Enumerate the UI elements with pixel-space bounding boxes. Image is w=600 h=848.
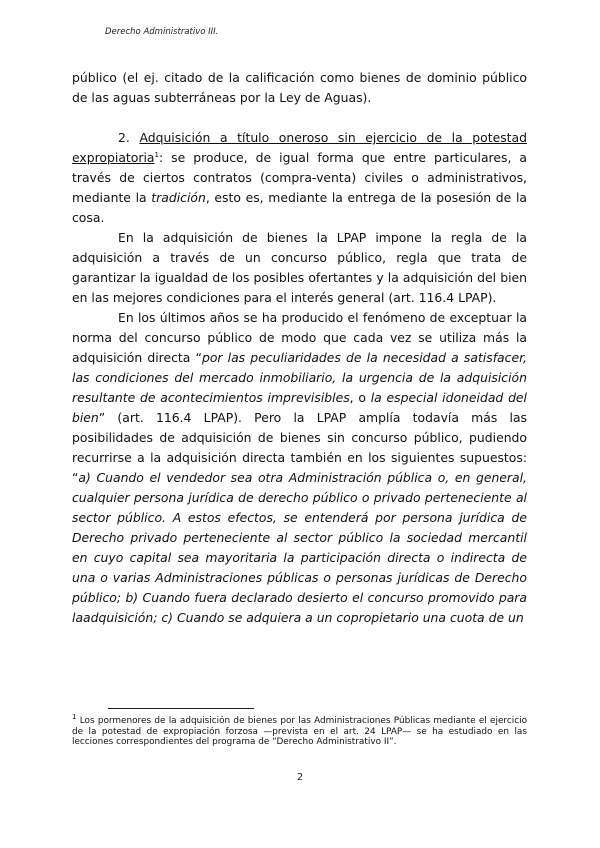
term-tradicion: tradición [151,190,206,205]
footnote-marker: 1 [72,713,77,722]
footnote-reference[interactable]: 1 [154,150,159,159]
recent-text-c: ” (art. 116.4 LPAP). Pero la LPAP amplía todavía más las posibilidades de adquisición de bienes sin concurso público, pudiendo recurrirse a la adquisición directa también en los siguientes supuestos: “ [72,410,527,485]
section-number: 2. [118,130,130,145]
body-text [72,68,527,628]
page-number: 2 [296,772,304,783]
paragraph-gap [72,108,527,128]
footnote-separator [108,708,254,709]
section-text-a: : se produce, de igual forma que entre particulares, a través de ciertos contratos (compra-venta) civiles o administrativos, mediante la [72,150,527,205]
section-heading: Adquisición a título oneroso sin ejercicio de la potestad expropiatoria [72,130,527,165]
recent-years-paragraph [72,308,527,628]
footnote [72,713,527,748]
footnote-text: Los pormenores de la adquisición de bienes por las Administraciones Públicas mediante el ejercicio de la potestad de expropiación forzosa —prevista en el art. 24 LPAP— se ha estudiado en las lecciones correspondientes del programa de “Derecho Administrativo II”. [72,716,527,747]
lpap-paragraph: En la adquisición de bienes la LPAP impone la regla de la adquisición a través de un concurso público, regla que trata de garantizar la igualdad de los posibles ofertantes y la adquisición del bien en las mejores condiciones para el interés general (art. 116.4 LPAP). [72,230,527,305]
running-header: Derecho Administrativo III. [105,27,219,37]
recent-text-b: , o [349,390,371,405]
quote-supuestos: a) Cuando el vendedor sea otra Administración pública o, en general, cualquier persona jurídica de derecho público o privado perteneciente al sector público. A estos efectos, se entenderá por persona jurídica de Derecho privado perteneciente al sector público la sociedad mercantil en cuyo capital sea mayoritaria la participación directa o indirecta de una o varias Administraciones públicas o personas jurídicas de Derecho público; b) Cuando fuera declarado desierto el concurso promovido para laadquisición; c) Cuando se adquiera a un copropietario una cuota de un [72,470,527,625]
section-text-b: , esto es, mediante la entrega de la posesión de la cosa. [72,190,527,225]
section-2-paragraph [72,128,527,228]
quote-idoneidad: la especial idoneidad del bien [72,390,527,425]
recent-text-a: En los últimos años se ha producido el fenómeno de exceptuar la norma del concurso público de modo que cada vez se utiliza más la adquisición directa “ [72,310,527,365]
quote-peculiaridades: por las peculiaridades de la necesidad a satisfacer, las condiciones del mercado inmobiliario, la urgencia de la adquisición resultante de acontecimientos imprevisibles [72,350,527,405]
intro-paragraph: público (el ej. citado de la calificación como bienes de dominio público de las aguas subterráneas por la Ley de Aguas). [72,70,527,105]
